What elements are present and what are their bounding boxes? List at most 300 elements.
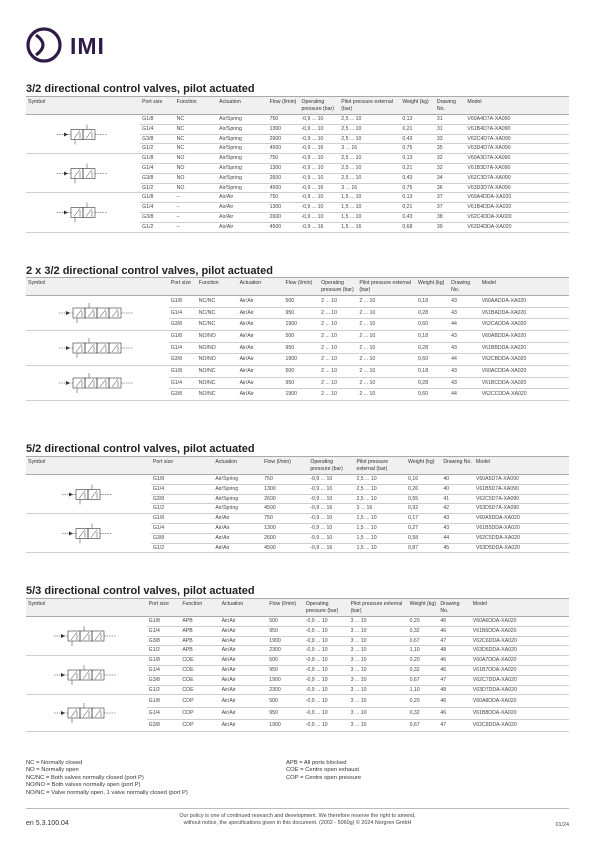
- table-cell: Air/Air: [220, 626, 268, 636]
- table-cell: -0,9 ... 10: [304, 665, 349, 675]
- table-cell: 3 ... 10: [349, 646, 408, 656]
- table-cell: 0,17: [406, 514, 441, 524]
- table-cell: V63D3D7A-XA090: [465, 183, 569, 193]
- table-cell: -0,9 ... 16: [299, 144, 339, 154]
- table-cell: 0,20: [408, 695, 439, 707]
- table-cell: V60A8DDA-XA020: [471, 695, 569, 707]
- table-cell: Air/Air: [238, 342, 284, 354]
- table-cell: G3/8: [147, 720, 181, 732]
- table-cell: 2 ... 10: [357, 354, 416, 366]
- table-cell: V62C5D7A-XA090: [474, 494, 569, 504]
- table-cell: -0,9 ... 10: [308, 494, 354, 504]
- table-cell: COP: [180, 707, 219, 719]
- table-cell: 46: [438, 665, 470, 675]
- table-cell: Air/Air: [238, 307, 284, 319]
- table-cell: 2 ... 10: [357, 307, 416, 319]
- table-cell: 500: [267, 695, 303, 707]
- table-header-row: [26, 278, 569, 296]
- table-cell: V63D5D7A-XA090: [474, 504, 569, 514]
- table-row: [26, 617, 569, 627]
- table-cell: G1/4: [140, 163, 175, 173]
- table-row: [26, 193, 569, 203]
- footer-divider: [26, 808, 569, 809]
- table-cell: V62C4DDA-XA020: [465, 212, 569, 222]
- section-title-3-2: 3/2 directional control valves, pilot actuated: [26, 83, 255, 95]
- table-cell: 2 ... 10: [357, 331, 416, 343]
- table-cell: 0,43: [400, 134, 435, 144]
- table-cell: NC: [175, 115, 217, 125]
- table-cell: COP: [180, 695, 219, 707]
- table-cell: 0,67: [408, 720, 439, 732]
- table-cell: 500: [267, 656, 303, 666]
- table-cell: 0,75: [400, 183, 435, 193]
- table-cell: Air/Spring: [217, 173, 267, 183]
- table-row: [26, 115, 569, 125]
- table-cell: 3 ... 16: [339, 183, 400, 193]
- table-cell: Air/Air: [220, 695, 268, 707]
- table-cell: 46: [438, 707, 470, 719]
- table-cell: 2,5 ... 10: [339, 154, 400, 164]
- table-cell: 0,43: [400, 212, 435, 222]
- valve-symbol: [26, 115, 140, 154]
- table-cell: G1/4: [140, 203, 175, 213]
- table-cell: -0,9 ... 16: [308, 543, 354, 553]
- table-cell: G3/8: [151, 533, 213, 543]
- footer-notice-line: without notice, the specifications given in this document. (2002 - 5060g) © 2024 Norgren GmbH: [183, 820, 412, 826]
- table-cell: G1/4: [169, 377, 197, 389]
- table-cell: G1/8: [140, 115, 175, 125]
- table-cell: 2,5 ... 10: [339, 173, 400, 183]
- table-cell: V62C8DDA-XA020: [471, 720, 569, 732]
- table-cell: -0,9 ... 10: [304, 636, 349, 646]
- table-cell: G1/8: [147, 617, 181, 627]
- table-cell: 0,28: [416, 377, 449, 389]
- table-cell: 44: [441, 533, 474, 543]
- table-cell: 43: [449, 296, 480, 308]
- table-cell: 2 ... 10: [319, 389, 357, 401]
- table-cell: 0,21: [400, 124, 435, 134]
- table-cell: 500: [283, 366, 319, 378]
- table-cell: COE: [180, 685, 219, 695]
- table-cell: 0,32: [408, 707, 439, 719]
- table-cell: -0,9 ... 10: [299, 203, 339, 213]
- table-cell: V60A6DDA-XA020: [471, 617, 569, 627]
- table-cell: COE: [180, 675, 219, 685]
- table-cell: -0,9 ... 10: [308, 475, 354, 485]
- 3-2-nc-air-spring-symbol-icon: [40, 116, 126, 153]
- column-header: Function: [180, 599, 219, 617]
- table-cell: 2600: [268, 212, 300, 222]
- table-cell: 0,32: [408, 665, 439, 675]
- table-cell: Air/Air: [213, 514, 262, 524]
- table-cell: G1/4: [147, 626, 181, 636]
- legend-item: COP = Centre open pressure: [286, 774, 362, 781]
- table-cell: 1300: [268, 163, 300, 173]
- column-header: Pilot pressure external (bar): [354, 457, 406, 475]
- table-cell: 750: [262, 514, 308, 524]
- table-header-row: [26, 97, 569, 115]
- table-cell: 46: [438, 626, 470, 636]
- table-cell: Air/Air: [220, 675, 268, 685]
- table-cell: 2 ... 10: [357, 366, 416, 378]
- table-cell: 0,18: [416, 366, 449, 378]
- table-cell: 950: [283, 342, 319, 354]
- table-cell: Air/Air: [217, 212, 267, 222]
- legend-left: [26, 760, 188, 797]
- table-cell: 0,75: [400, 144, 435, 154]
- page-number: 01/24: [555, 822, 569, 828]
- table-cell: V63D5DDA-XA020: [474, 543, 569, 553]
- table-cell: 2600: [268, 173, 300, 183]
- table-cell: 500: [283, 331, 319, 343]
- table-cell: –: [175, 203, 217, 213]
- table-cell: -0,9 ... 10: [304, 707, 349, 719]
- table-cell: Air/Spring: [217, 183, 267, 193]
- table-cell: V61B5D7A-XA090: [474, 484, 569, 494]
- legend-item: COE = Centre open exhaust: [286, 767, 359, 774]
- table-cell: 1,5 ... 16: [339, 222, 400, 232]
- table-cell: -0,9 ... 10: [308, 523, 354, 533]
- 5-3-apb-symbol-icon: [43, 618, 129, 654]
- table-cell: G1/8: [151, 514, 213, 524]
- column-header: Operating pressure (bar): [308, 457, 354, 475]
- column-header: Model: [474, 457, 569, 475]
- valve-symbol: [26, 366, 169, 401]
- table-cell: Air/Air: [220, 646, 268, 656]
- table-cell: NC/NC: [197, 307, 238, 319]
- table-cell: V62C6DDA-XA020: [471, 636, 569, 646]
- column-header: Weight (kg): [408, 599, 439, 617]
- table-cell: Air/Spring: [213, 494, 262, 504]
- table-cell: 2 ... 10: [357, 342, 416, 354]
- table-cell: 47: [438, 636, 470, 646]
- table-cell: 0,13: [400, 154, 435, 164]
- table-cell: 0,67: [408, 675, 439, 685]
- table-cell: Air/Air: [220, 636, 268, 646]
- table-cell: 0,55: [406, 494, 441, 504]
- table-cell: 48: [438, 685, 470, 695]
- table-cell: 2 ... 10: [319, 331, 357, 343]
- table-cell: 0,13: [400, 193, 435, 203]
- table-cell: Air/Air: [238, 319, 284, 331]
- table-cell: V63D4D7A-XA090: [465, 144, 569, 154]
- table-cell: -0,9 ... 10: [304, 656, 349, 666]
- column-header: Function: [175, 97, 217, 115]
- table-cell: V61B7DDA-XA020: [471, 665, 569, 675]
- table-cell: APB: [180, 636, 219, 646]
- table-cell: 750: [268, 154, 300, 164]
- table-cell: 41: [441, 494, 474, 504]
- table-cell: 4500: [268, 144, 300, 154]
- table-cell: NC/NC: [197, 296, 238, 308]
- table-cell: 3 ... 10: [349, 675, 408, 685]
- column-header: Port size: [169, 278, 197, 296]
- column-header: Pilot pressure external (bar): [339, 97, 400, 115]
- table-cell: 44: [449, 389, 480, 401]
- table-cell: G1/2: [140, 144, 175, 154]
- table-cell: Air/Air: [220, 665, 268, 675]
- table-cell: APB: [180, 617, 219, 627]
- table-cell: Air/Air: [238, 389, 284, 401]
- column-header: Flow (l/min): [268, 97, 300, 115]
- column-header: Drawing No.: [449, 278, 480, 296]
- table-cell: V61B3D7A-XA090: [465, 163, 569, 173]
- table-cell: Air/Air: [217, 203, 267, 213]
- table-cell: G1/4: [147, 707, 181, 719]
- footer-notice: [130, 813, 465, 827]
- column-header: Pilot pressure external (bar): [349, 599, 408, 617]
- table-cell: 43: [449, 342, 480, 354]
- table-cell: 0,18: [416, 296, 449, 308]
- table-cell: 32: [435, 154, 466, 164]
- table-cell: 0,13: [400, 115, 435, 125]
- column-header: Drawing No.: [438, 599, 470, 617]
- table-cell: -0,9 ... 10: [308, 484, 354, 494]
- table-cell: 2,5 ... 10: [339, 163, 400, 173]
- column-header: Weight (kg): [416, 278, 449, 296]
- table-cell: V61BCDDA-XA020: [480, 377, 569, 389]
- table-cell: G1/8: [147, 695, 181, 707]
- table-cell: -0,9 ... 10: [308, 533, 354, 543]
- table-cell: –: [175, 212, 217, 222]
- table-cell: 950: [267, 707, 303, 719]
- 2x3-2-no-no-symbol-icon: [54, 331, 140, 365]
- table-cell: V61B8DDA-XA020: [471, 707, 569, 719]
- table-cell: 3 ... 10: [349, 695, 408, 707]
- table-cell: NO/NO: [197, 331, 238, 343]
- table-cell: G3/8: [140, 173, 175, 183]
- table-cell: G1/8: [169, 366, 197, 378]
- table-cell: NO/NO: [197, 354, 238, 366]
- table-cell: -0,9 ... 10: [299, 154, 339, 164]
- table-cell: 46: [438, 656, 470, 666]
- table-cell: 0,60: [416, 354, 449, 366]
- column-header: Model: [480, 278, 569, 296]
- table-cell: G1/4: [169, 342, 197, 354]
- table-cell: 3 ... 16: [354, 504, 406, 514]
- table-row: [26, 366, 569, 378]
- table-cell: V62CADDA-XA020: [480, 319, 569, 331]
- table-cell: Air/Air: [238, 366, 284, 378]
- 5-3-cop-symbol-icon: [43, 695, 129, 731]
- table-cell: 750: [262, 475, 308, 485]
- table-cell: G3/8: [169, 319, 197, 331]
- table-cell: G1/4: [140, 124, 175, 134]
- legend-item: NO/NC = Valve normally open, 1 valve normally closed (port P): [26, 789, 188, 796]
- column-header: Model: [471, 599, 569, 617]
- column-header: Operating pressure (bar): [299, 97, 339, 115]
- table-cell: 1,10: [408, 646, 439, 656]
- table-cell: 950: [283, 377, 319, 389]
- column-header: Weight (kg): [406, 457, 441, 475]
- table-cell: NO: [175, 163, 217, 173]
- table-cell: 1,10: [408, 685, 439, 695]
- table-cell: -0,9 ... 10: [304, 720, 349, 732]
- valve-symbol: [26, 514, 151, 553]
- table-cell: -0,9 ... 16: [308, 504, 354, 514]
- table-cell: -0,9 ... 10: [304, 695, 349, 707]
- table-cell: 44: [449, 354, 480, 366]
- table-cell: 3 ... 10: [349, 707, 408, 719]
- table-cell: NC/NC: [197, 319, 238, 331]
- table-cell: 47: [438, 675, 470, 685]
- table-cell: 43: [441, 523, 474, 533]
- table-cell: V61B5DDA-XA020: [474, 523, 569, 533]
- legend-item: NO/NO = Both valves normally open (port P): [26, 782, 141, 789]
- valve-symbol: [26, 331, 169, 366]
- table-cell: 3 ... 10: [349, 626, 408, 636]
- table-cell: -0,9 ... 10: [304, 646, 349, 656]
- table-cell: G1/4: [169, 307, 197, 319]
- valve-symbol: [26, 296, 169, 331]
- 5-2-air-air-symbol-icon: [45, 516, 131, 551]
- table-cell: 4500: [268, 183, 300, 193]
- table-cell: V62C3D7A-XA090: [465, 173, 569, 183]
- table-cell: 950: [283, 307, 319, 319]
- table-cell: 0,26: [406, 484, 441, 494]
- table-cell: 48: [438, 646, 470, 656]
- table-cell: -0,9 ... 10: [299, 124, 339, 134]
- column-header: Model: [465, 97, 569, 115]
- table-cell: G3/8: [147, 675, 181, 685]
- table-cell: –: [175, 222, 217, 232]
- table-cell: 1900: [267, 636, 303, 646]
- column-header: Symbol: [26, 278, 169, 296]
- table-cell: G1/8: [140, 154, 175, 164]
- legend-item: NC/NC = Both valves normally closed (port P): [26, 774, 144, 781]
- table-cell: 2 ... 10: [319, 342, 357, 354]
- table-cell: G1/4: [151, 523, 213, 533]
- valve-symbol: [26, 617, 147, 656]
- valve-symbol: [26, 475, 151, 514]
- column-header: Flow (l/min): [262, 457, 308, 475]
- table-cell: -0,9 ... 10: [299, 134, 339, 144]
- table-cell: 42: [441, 504, 474, 514]
- table-cell: 37: [435, 203, 466, 213]
- table-cell: G1/8: [169, 331, 197, 343]
- table-cell: 1,5 ... 10: [339, 203, 400, 213]
- table-cell: 950: [267, 626, 303, 636]
- table-cell: 1900: [283, 389, 319, 401]
- table-cell: G1/2: [151, 543, 213, 553]
- table-cell: APB: [180, 626, 219, 636]
- table-cell: 500: [267, 617, 303, 627]
- valve-symbol: [26, 154, 140, 193]
- table-cell: V62CBDDA-XA020: [480, 354, 569, 366]
- table-cell: V60A4D7A-XA090: [465, 115, 569, 125]
- table-row: [26, 514, 569, 524]
- table-cell: NO/NO: [197, 342, 238, 354]
- table-cell: G3/8: [169, 389, 197, 401]
- table-cell: 40: [441, 484, 474, 494]
- table-cell: 1,5 ... 10: [354, 543, 406, 553]
- table-cell: Air/Air: [217, 193, 267, 203]
- table-cell: Air/Air: [213, 543, 262, 553]
- 3-2-air-air-symbol-icon: [40, 194, 126, 231]
- table-cell: 2,5 ... 10: [339, 124, 400, 134]
- table-cell: 3 ... 10: [349, 665, 408, 675]
- table-cell: 750: [268, 193, 300, 203]
- table-cell: NO/NC: [197, 377, 238, 389]
- column-header: Actuation: [217, 97, 267, 115]
- table-5-3-valves: [26, 598, 569, 732]
- table-cell: 2,5 ... 10: [354, 484, 406, 494]
- table-cell: 1,5 ... 10: [354, 514, 406, 524]
- table-cell: NO: [175, 173, 217, 183]
- table-cell: -0,9 ... 10: [299, 212, 339, 222]
- valve-symbol: [26, 656, 147, 695]
- table-cell: 0,32: [408, 626, 439, 636]
- table-cell: 1,5 ... 10: [339, 193, 400, 203]
- table-cell: 1,5 ... 10: [354, 523, 406, 533]
- column-header: Drawing No.: [441, 457, 474, 475]
- table-cell: 2300: [267, 646, 303, 656]
- table-cell: V60ABDDA-XA020: [480, 331, 569, 343]
- table-cell: V61BBDDA-XA020: [480, 342, 569, 354]
- column-header: Drawing No.: [435, 97, 466, 115]
- table-cell: 40: [441, 475, 474, 485]
- table-cell: -0,9 ... 10: [304, 617, 349, 627]
- table-cell: 2 ... 10: [357, 389, 416, 401]
- table-cell: NO/NC: [197, 366, 238, 378]
- table-cell: G1/2: [147, 685, 181, 695]
- table-cell: V61B6DDA-XA020: [471, 626, 569, 636]
- table-cell: 46: [438, 617, 470, 627]
- table-cell: G1/2: [151, 504, 213, 514]
- table-cell: 44: [449, 319, 480, 331]
- table-cell: 2 ... 10: [319, 377, 357, 389]
- table-cell: 43: [449, 307, 480, 319]
- table-3-2-valves: [26, 96, 569, 233]
- table-cell: 1,5 ... 10: [354, 533, 406, 543]
- table-cell: -0,9 ... 10: [304, 626, 349, 636]
- table-cell: G1/2: [147, 646, 181, 656]
- table-cell: 950: [267, 665, 303, 675]
- table-header-row: [26, 599, 569, 617]
- table-cell: 0,16: [406, 475, 441, 485]
- table-cell: Air/Spring: [217, 134, 267, 144]
- table-cell: 4500: [262, 543, 308, 553]
- table-cell: 1300: [262, 484, 308, 494]
- column-header: Actuation: [238, 278, 284, 296]
- table-cell: 32: [435, 163, 466, 173]
- table-cell: NO: [175, 154, 217, 164]
- table-cell: 2 ... 10: [357, 296, 416, 308]
- 5-3-coe-symbol-icon: [43, 657, 129, 693]
- legend-item: APB = All ports blocked: [286, 760, 347, 766]
- table-cell: V62C7DDA-XA020: [471, 675, 569, 685]
- table-cell: 46: [438, 695, 470, 707]
- table-cell: Air/Air: [238, 331, 284, 343]
- column-header: Actuation: [213, 457, 262, 475]
- table-cell: G1/4: [147, 665, 181, 675]
- table-cell: 34: [435, 173, 466, 183]
- table-cell: 0,21: [400, 203, 435, 213]
- table-cell: 0,87: [406, 543, 441, 553]
- column-header: Symbol: [26, 457, 151, 475]
- legend-right: [286, 760, 361, 782]
- table-cell: Air/Spring: [217, 154, 267, 164]
- table-cell: 3 ... 10: [349, 685, 408, 695]
- table-cell: Air/Air: [238, 296, 284, 308]
- table-cell: V60A3D7A-XA090: [465, 154, 569, 164]
- table-row: [26, 331, 569, 343]
- table-cell: V60A5DDA-XA020: [474, 514, 569, 524]
- table-row: [26, 656, 569, 666]
- table-cell: V61B4DDA-XA020: [465, 203, 569, 213]
- table-cell: Air/Air: [220, 707, 268, 719]
- table-cell: 3 ... 10: [349, 720, 408, 732]
